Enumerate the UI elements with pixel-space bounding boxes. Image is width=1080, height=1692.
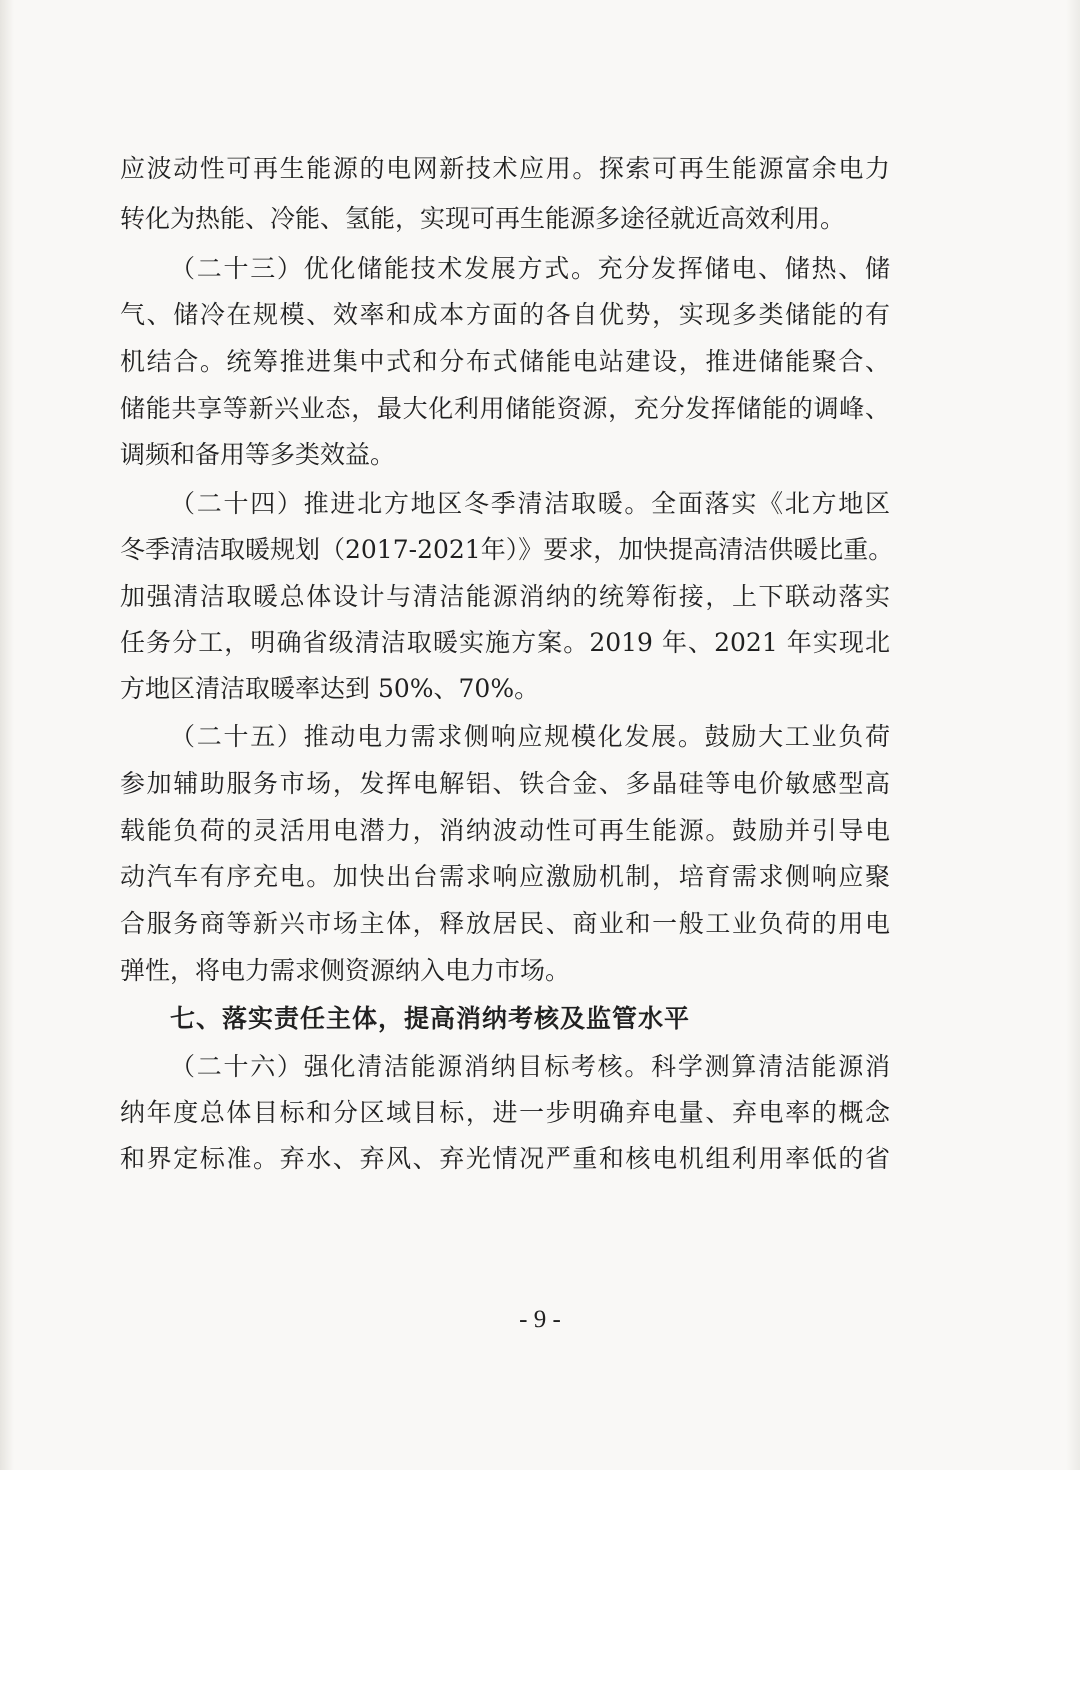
body-text-line: 方地区清洁取暖率达到 50%、70%。 xyxy=(120,674,540,703)
body-text-line: 机结合。统筹推进集中式和分布式储能电站建设，推进储能聚合、 xyxy=(120,347,890,376)
body-text-line: 转化为热能、冷能、氢能，实现可再生能源多途径就近高效利用。 xyxy=(120,204,846,233)
body-text-line: 任务分工，明确省级清洁取暖实施方案。2019 年、2021 年实现北 xyxy=(120,628,890,657)
body-text-line: 调频和备用等多类效益。 xyxy=(120,440,396,469)
body-text-line: 冬季清洁取暖规划（2017-2021年）》要求，加快提高清洁供暖比重。 xyxy=(120,535,894,564)
body-text-line: 储能共享等新兴业态，最大化利用储能资源，充分发挥储能的调峰、 xyxy=(120,394,890,423)
body-text-line: 加强清洁取暖总体设计与清洁能源消纳的统筹衔接，上下联动落实 xyxy=(120,582,890,611)
body-text-line: 气、储冷在规模、效率和成本方面的各自优势，实现多类储能的有 xyxy=(120,300,890,329)
body-text-line: 合服务商等新兴市场主体，释放居民、商业和一般工业负荷的用电 xyxy=(120,909,890,938)
page-number: - 9 - xyxy=(519,1306,561,1333)
body-text-line: 应波动性可再生能源的电网新技术应用。探索可再生能源富余电力 xyxy=(120,154,890,183)
body-text-line: 和界定标准。弃水、弃风、弃光情况严重和核电机组利用率低的省 xyxy=(120,1144,890,1173)
body-text-line: 动汽车有序充电。加快出台需求响应激励机制，培育需求侧响应聚 xyxy=(120,862,890,891)
section-heading: 七、落实责任主体，提高消纳考核及监管水平 xyxy=(170,1004,691,1033)
body-text-line: （二十六）强化清洁能源消纳目标考核。科学测算清洁能源消 xyxy=(170,1052,890,1081)
body-text-line: （二十五）推动电力需求侧响应规模化发展。鼓励大工业负荷 xyxy=(170,722,890,751)
body-text-line: （二十四）推进北方地区冬季清洁取暖。全面落实《北方地区 xyxy=(170,489,890,518)
body-text-line: 弹性，将电力需求侧资源纳入电力市场。 xyxy=(120,956,571,985)
body-text-line: （二十三）优化储能技术发展方式。充分发挥储电、储热、储 xyxy=(170,254,890,283)
body-text-line: 载能负荷的灵活用电潜力，消纳波动性可再生能源。鼓励并引导电 xyxy=(120,816,890,845)
body-text-line: 参加辅助服务市场，发挥电解铝、铁合金、多晶硅等电价敏感型高 xyxy=(120,769,890,798)
body-text-line: 纳年度总体目标和分区域目标，进一步明确弃电量、弃电率的概念 xyxy=(120,1098,890,1127)
